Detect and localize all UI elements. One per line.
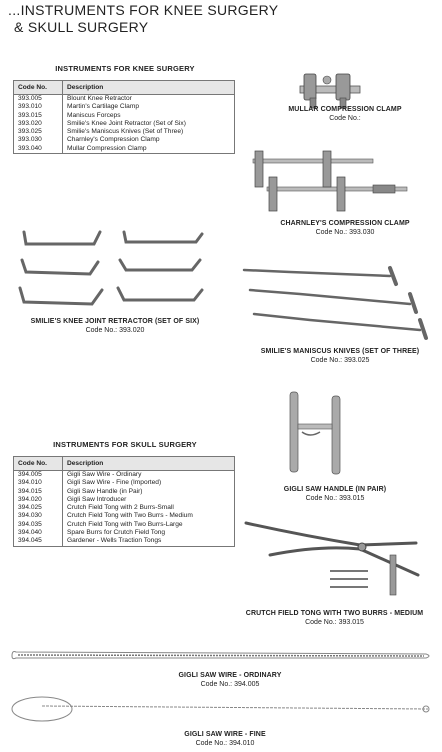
description-cell: Smilie's Maniscus Knives (Set of Three) (63, 128, 235, 136)
gigli-wire-fine-caption (150, 730, 300, 748)
col-header-description: Description (63, 457, 235, 471)
mullar-caption (270, 105, 420, 123)
gigli-wire-fine-image (6, 694, 436, 724)
gigli-handle-caption (260, 485, 410, 503)
code-cell: 394.020 (14, 496, 63, 504)
mullar-clamp-image (290, 68, 370, 110)
description-cell: Gigli Saw Wire - Fine (Imported) (63, 479, 235, 487)
code-cell: 393.025 (14, 128, 63, 136)
page-title: ...INSTRUMENTS FOR KNEE SURGERY (8, 2, 279, 18)
table-row (14, 120, 235, 128)
table-row (14, 103, 235, 111)
smilie-retractor-caption (10, 317, 220, 335)
product-code: Code No.: 394.005 (200, 681, 260, 688)
description-cell: Crutch Field Tong with 2 Burrs-Small (63, 504, 235, 512)
smilie-knives-image (240, 262, 435, 342)
knee-section-title: INSTRUMENTS FOR KNEE SURGERY (55, 64, 195, 73)
product-name: GIGLI SAW HANDLE (IN PAIR) (283, 486, 387, 493)
table-row (14, 537, 235, 546)
description-cell: Blount Knee Retractor (63, 95, 235, 104)
description-cell: Gardener - Wells Traction Tongs (63, 537, 235, 546)
table-row (14, 112, 235, 120)
product-name: CRUTCH FIELD TONG WITH TWO BURRS - MEDIUM (245, 610, 424, 617)
skull-instruments-table (13, 456, 235, 547)
description-cell: Gigli Saw Introducer (63, 496, 235, 504)
code-cell: 393.020 (14, 120, 63, 128)
gigli-wire-ordinary-image (8, 646, 436, 666)
page-subtitle: & SKULL SURGERY (14, 19, 149, 35)
code-cell: 393.010 (14, 103, 63, 111)
crutch-tong-caption (232, 609, 437, 627)
product-name: SMILIE'S MANISCUS KNIVES (SET OF THREE) (260, 348, 420, 355)
table-row (14, 504, 235, 512)
table-row (14, 496, 235, 504)
code-cell: 394.005 (14, 471, 63, 480)
description-cell: Smilie's Knee Joint Retractor (Set of Six) (63, 120, 235, 128)
description-cell: Crutch Field Tong with Two Burrs - Medium (63, 512, 235, 520)
gigli-wire-ordinary-caption (150, 671, 310, 689)
gigli-handle-image (280, 388, 360, 480)
code-cell: 394.030 (14, 512, 63, 520)
product-code: Code No.: (329, 115, 361, 122)
product-code: Code No.: 393.025 (310, 357, 370, 364)
col-header-code: Code No. (14, 457, 63, 471)
code-cell: 394.035 (14, 521, 63, 529)
code-cell: 394.015 (14, 488, 63, 496)
description-cell: Crutch Field Tong with Two Burrs-Large (63, 521, 235, 529)
table-row (14, 529, 235, 537)
table-row (14, 471, 235, 480)
description-cell: Spare Burrs for Crutch Field Tong (63, 529, 235, 537)
code-cell: 394.040 (14, 529, 63, 537)
product-name: CHARNLEY'S COMPRESSION CLAMP (280, 220, 410, 227)
description-cell: Gigli Saw Handle (in Pair) (63, 488, 235, 496)
code-cell: 394.025 (14, 504, 63, 512)
code-cell: 394.010 (14, 479, 63, 487)
description-cell: Charnley's Compression Clamp (63, 136, 235, 144)
col-header-description: Description (63, 81, 235, 95)
product-code: Code No.: 393.015 (305, 495, 365, 502)
knee-instruments-table (13, 80, 235, 154)
description-cell: Gigli Saw Wire - Ordinary (63, 471, 235, 480)
product-name: GIGLI SAW WIRE - FINE (184, 731, 266, 738)
code-cell: 394.045 (14, 537, 63, 546)
crutch-tong-image (240, 515, 430, 605)
code-cell: 393.040 (14, 145, 63, 154)
description-cell: Mullar Compression Clamp (63, 145, 235, 154)
table-row (14, 136, 235, 144)
product-code: Code No.: 394.010 (195, 740, 255, 747)
charnley-caption (255, 219, 435, 237)
smilie-knives-caption (245, 347, 435, 365)
code-cell: 393.030 (14, 136, 63, 144)
product-name: GIGLI SAW WIRE - ORDINARY (178, 672, 282, 679)
skull-section-title: INSTRUMENTS FOR SKULL SURGERY (53, 440, 197, 449)
table-row (14, 512, 235, 520)
charnley-clamp-image (245, 145, 415, 215)
description-cell: Maniscus Forceps (63, 112, 235, 120)
product-name: MULLAR COMPRESSION CLAMP (288, 106, 402, 113)
smilie-retractor-image (16, 222, 206, 314)
table-row (14, 479, 235, 487)
col-header-code: Code No. (14, 81, 63, 95)
product-code: Code No.: 393.020 (85, 327, 145, 334)
product-code: Code No.: 393.015 (305, 619, 364, 626)
table-row (14, 145, 235, 154)
table-row (14, 521, 235, 529)
product-name: SMILIE'S KNEE JOINT RETRACTOR (SET OF SIX) (30, 318, 200, 325)
code-cell: 393.005 (14, 95, 63, 104)
code-cell: 393.015 (14, 112, 63, 120)
table-row (14, 488, 235, 496)
product-code: Code No.: 393.030 (315, 229, 375, 236)
description-cell: Martin's Cartilage Clamp (63, 103, 235, 111)
table-row (14, 95, 235, 104)
table-row (14, 128, 235, 136)
